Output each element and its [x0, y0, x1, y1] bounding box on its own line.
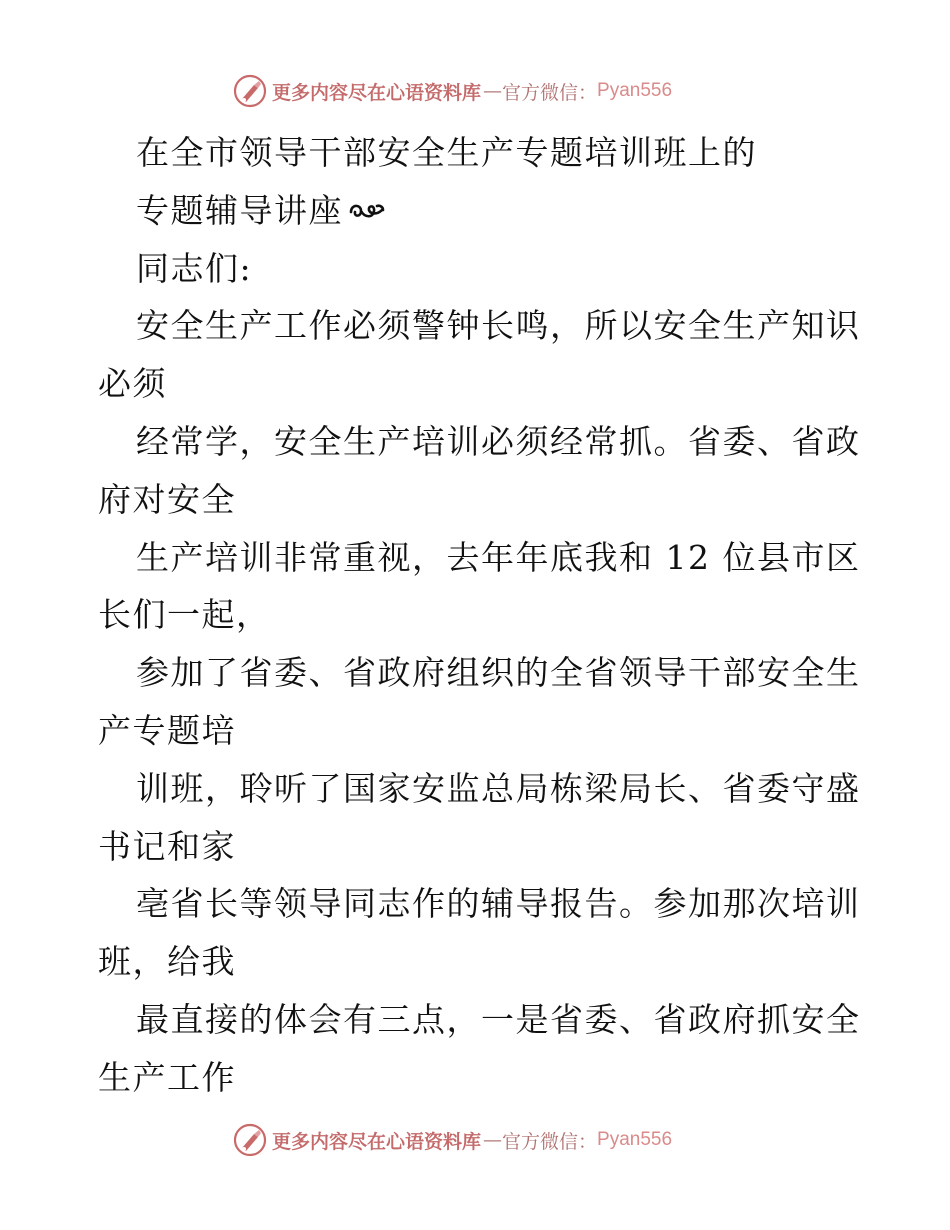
paragraph-line: 安全生产工作必须警钟长鸣，所以安全生产知识 — [136, 306, 861, 346]
paragraph-line: 生产工作 — [98, 1057, 236, 1097]
paragraph-line: 必须 — [98, 364, 167, 404]
paragraph-line: 长们一起， — [98, 595, 271, 635]
banner-dash: — — [483, 80, 501, 102]
header-watermark-banner — [232, 71, 672, 111]
paragraph-line: 产专题培 — [98, 710, 236, 750]
paragraph-line: 生产培训非常重视，去年年底我和 12 位县市区 — [136, 537, 861, 577]
banner-wechat-id: Pyan556 — [597, 80, 673, 101]
paragraph-line: 班，给我 — [98, 942, 236, 982]
banner-dash: — — [483, 1129, 501, 1151]
banner-sub-text: 官方微信： — [502, 1130, 598, 1153]
title-line-2-text: 专题辅导讲座 — [136, 190, 343, 230]
pen-nib-logo-icon — [232, 1122, 268, 1158]
pen-nib-logo-icon — [232, 73, 268, 109]
paragraph-line: 训班，聆听了国家安监总局栋梁局长、省委守盛 — [136, 768, 861, 808]
paragraph-line: 经常学，安全生产培训必须经常抓。省委、省政 — [136, 421, 861, 461]
banner-lead-text: 更多内容尽在心语资料库 — [272, 1130, 482, 1153]
banner-sub-text: 官方微信： — [502, 81, 598, 104]
paragraph-line: 书记和家 — [98, 826, 236, 866]
paragraph-line: 府对安全 — [98, 479, 236, 519]
title-line-1: 在全市领导干部安全生产专题培训班上的 — [136, 133, 757, 172]
title-line-2 — [98, 182, 858, 240]
footer-watermark-banner — [232, 1120, 672, 1160]
banner-wechat-id: Pyan556 — [597, 1129, 673, 1150]
banner-lead-text: 更多内容尽在心语资料库 — [272, 81, 482, 104]
paragraph-line: 参加了省委、省政府组织的全省领导干部安全生 — [136, 653, 861, 693]
salutation: 同志们: — [136, 248, 253, 288]
paragraph-line: 亳省长等领导同志作的辅导报告。参加那次培训 — [136, 884, 861, 924]
paragraph-line: 最直接的体会有三点，一是省委、省政府抓安全 — [136, 999, 861, 1039]
flourish-ornament-icon — [347, 198, 387, 224]
document-body — [98, 124, 861, 1107]
